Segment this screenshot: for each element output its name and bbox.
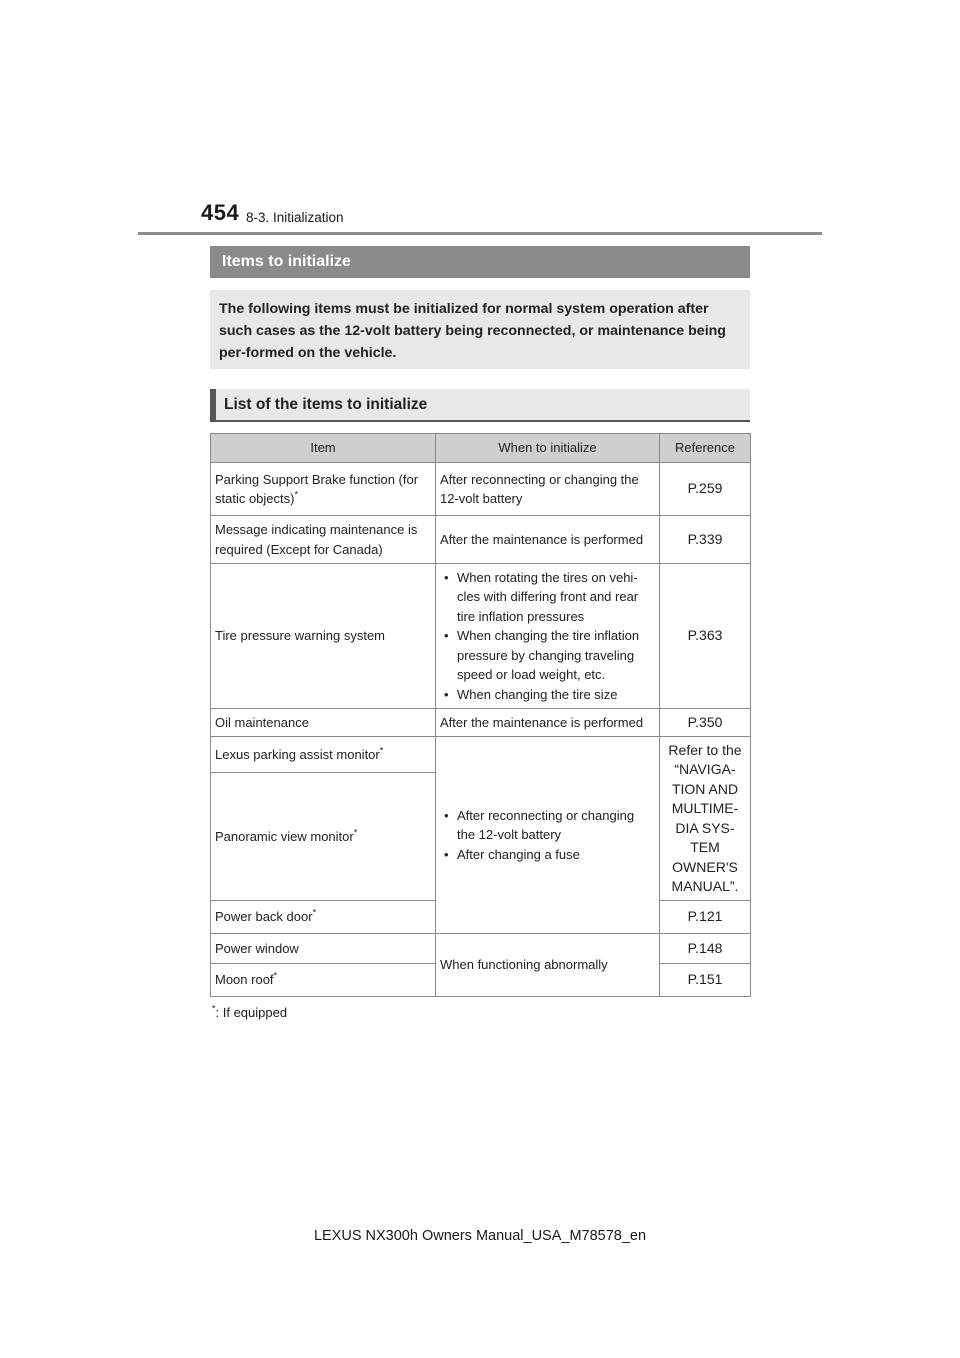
list-subheading	[210, 389, 750, 422]
reference-cell: P.339	[660, 516, 751, 564]
intro-text: The following items must be initialized for normal system operation after such cases as the 12-volt battery being reconnected, or maintenance being per-formed on the vehicle.	[219, 301, 726, 361]
when-cell: After the maintenance is performed	[436, 516, 660, 564]
when-cell: When functioning abnormally	[436, 934, 660, 997]
header-item: Item	[211, 434, 436, 463]
item-text: Lexus parking assist monitor	[215, 746, 380, 762]
item-cell	[211, 737, 436, 773]
when-cell	[436, 564, 660, 709]
list-item: • When rotating the tires on vehi-cles with differing front and rear tire inflation pressures	[440, 568, 655, 627]
item-cell: Tire pressure warning system	[211, 564, 436, 709]
table-row	[211, 709, 751, 737]
item-cell: Message indicating maintenance is required (Except for Canada)	[211, 516, 436, 564]
reference-cell: Refer to the “NAVIGA-TION AND MULTIME-DIA SYS-TEM OWNER'S MANUAL”.	[660, 737, 751, 901]
reference-cell: P.151	[660, 964, 751, 997]
page-footer: LEXUS NX300h Owners Manual_USA_M78578_en	[313, 1228, 647, 1244]
list-item: • After changing a fuse	[440, 845, 655, 865]
item-text: Parking Support Brake function (for static objects)	[215, 471, 419, 506]
table-header-row	[211, 434, 751, 463]
when-cell: After reconnecting or changing the 12-volt battery	[436, 463, 660, 516]
when-list	[440, 806, 655, 865]
asterisk-mark: *	[294, 489, 298, 500]
footnote-text: : If equipped	[215, 1005, 288, 1020]
header-reference: Reference	[660, 434, 751, 463]
reference-cell: P.121	[660, 901, 751, 934]
reference-cell: P.363	[660, 564, 751, 709]
asterisk-mark: *	[273, 970, 278, 981]
table-row	[211, 516, 751, 564]
item-cell	[211, 773, 436, 901]
item-text: Moon roof	[215, 972, 274, 988]
table-row	[211, 463, 751, 516]
when-cell	[436, 737, 660, 934]
item-text: Power back door	[215, 909, 313, 925]
list-item: • When changing the tire size	[440, 685, 655, 705]
item-cell	[211, 901, 436, 934]
footnote	[212, 1005, 287, 1020]
item-cell	[211, 964, 436, 997]
list-item: • When changing the tire inflation pressure by changing traveling speed or load weight, etc.	[440, 626, 655, 685]
item-cell	[211, 463, 436, 516]
section-heading	[210, 246, 750, 278]
header-rule	[138, 232, 822, 235]
section-label: 8-3. Initialization	[246, 210, 344, 225]
reference-cell: P.350	[660, 709, 751, 737]
initialize-table	[210, 433, 751, 997]
section-heading-text: Items to initialize	[222, 253, 351, 270]
reference-cell: P.148	[660, 934, 751, 964]
page-number: 454	[201, 200, 240, 225]
list-subheading-text: List of the items to initialize	[224, 395, 428, 413]
asterisk-mark: *	[312, 907, 317, 918]
table-row	[211, 934, 751, 964]
intro-box	[210, 290, 750, 369]
item-text: Panoramic view monitor	[215, 828, 354, 844]
asterisk-mark: *	[353, 827, 358, 838]
table-row	[211, 564, 751, 709]
header-when: When to initialize	[436, 434, 660, 463]
table-row	[211, 737, 751, 773]
item-cell: Power window	[211, 934, 436, 964]
when-list	[440, 568, 655, 705]
footnote-mark: *	[212, 1003, 216, 1014]
asterisk-mark: *	[379, 745, 384, 756]
reference-cell: P.259	[660, 463, 751, 516]
list-item: • After reconnecting or changing the 12-volt battery	[440, 806, 655, 845]
when-cell: After the maintenance is performed	[436, 709, 660, 737]
item-cell: Oil maintenance	[211, 709, 436, 737]
